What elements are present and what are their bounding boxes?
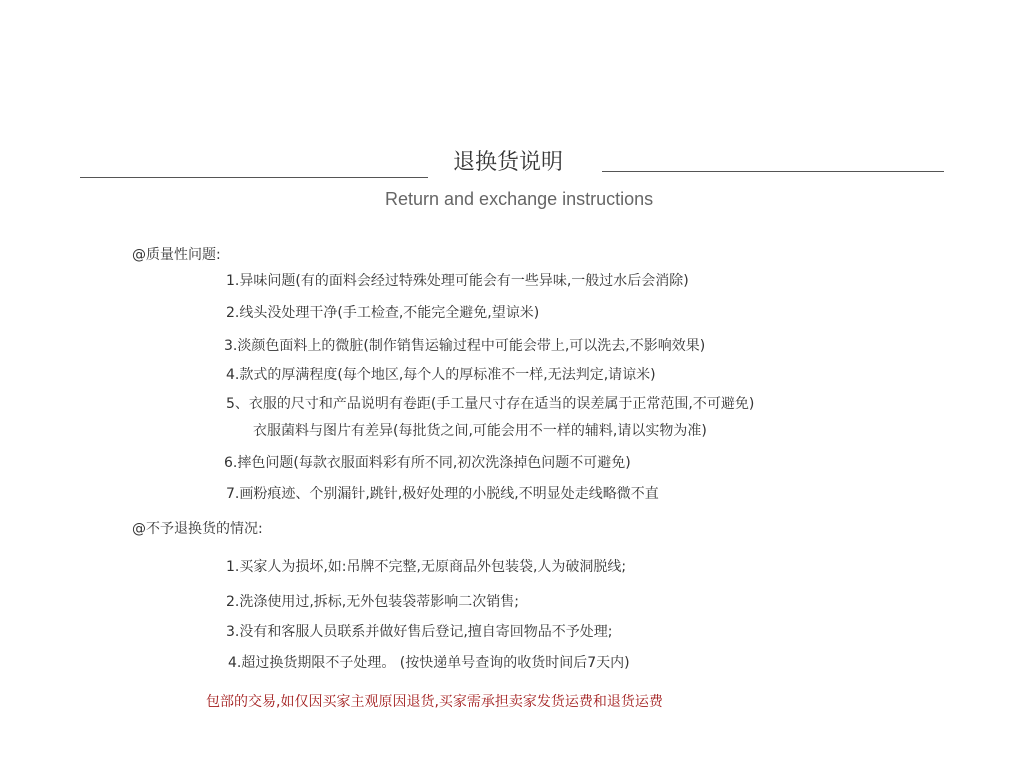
quality-item: 1.异味问题(有的面料会经过特殊处理可能会有一些异味,一般过水后会消除)	[226, 273, 689, 289]
title-divider-right	[602, 171, 944, 172]
no-return-item: 3.没有和客服人员联系并做好售后登记,擅自寄回物品不予处理;	[226, 624, 613, 640]
shipping-fee-note: 包部的交易,如仅因买家主观原因退货,买家需承担卖家发货运费和退货运费	[206, 694, 663, 710]
no-return-heading: @不予退换货的情况:	[132, 521, 263, 537]
quality-heading: @质量性问题:	[132, 247, 221, 263]
page-subtitle: Return and exchange instructions	[385, 189, 654, 209]
quality-item: 衣服菌料与图片有差异(每批货之间,可能会用不一样的辅料,请以实物为准)	[253, 423, 707, 439]
title-divider-left	[80, 177, 428, 178]
quality-item: 6.摔色问题(每款衣服面料彩有所不同,初次洗涤掉色问题不可避免)	[224, 455, 631, 471]
quality-item: 7.画粉痕迹、个别漏针,跳针,极好处理的小脱线,不明显处走线略微不直	[226, 486, 659, 502]
no-return-item: 2.洗涤使用过,拆标,无外包装袋蒂影响二次销售;	[226, 594, 519, 610]
quality-item: 3.淡颜色面料上的微脏(制作销售运输过程中可能会带上,可以洗去,不影响效果)	[224, 338, 706, 354]
quality-item: 2.线头没处理干净(手工检查,不能完全避免,望谅米)	[226, 305, 540, 321]
page-title: 退换货说明	[453, 150, 564, 175]
quality-item: 4.款式的厚满程度(每个地区,每个人的厚标准不一样,无法判定,请谅米)	[226, 367, 656, 383]
quality-item: 5、衣服的尺寸和产品说明有卷距(手工量尺寸存在适当的误差属于正常范围,不可避免)	[226, 396, 755, 412]
no-return-item: 4.超过换货期限不子处理。 (按快递单号查询的收货时间后7天内)	[228, 655, 630, 671]
no-return-item: 1.买家人为损坏,如:吊牌不完整,无原商品外包装袋,人为破洞脱线;	[226, 559, 627, 575]
